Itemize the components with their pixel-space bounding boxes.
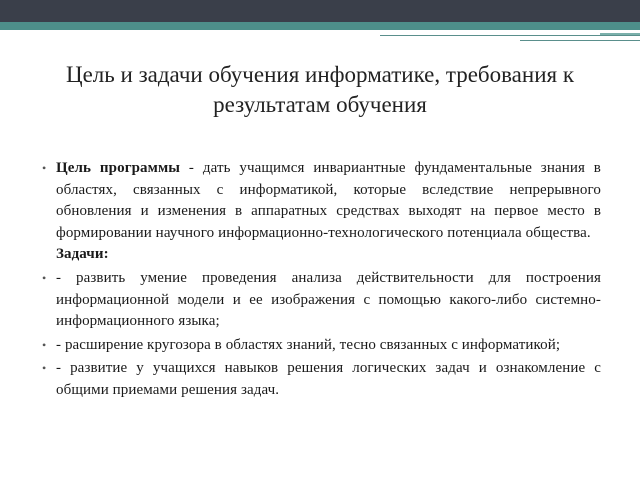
slide-title: Цель и задачи обучения информатике, требования к результатам обучения: [65, 62, 575, 117]
decorative-line: [600, 33, 640, 35]
task-bullet-2: [40, 335, 601, 357]
decorative-line: [380, 35, 640, 36]
bullet-icon: •: [42, 270, 47, 285]
goal-text: - дать учащимся инвариантные фундаментальные знания в областях, связанных с информатикой, которые вследствие непрерывного обновления и изменения в аппаратных средствах выходят на первое место в формировании научного информационно-технологического потенциала общества.: [56, 160, 601, 241]
bullet-icon: •: [42, 361, 47, 376]
decorative-line: [520, 40, 640, 41]
header-accent-strip: [0, 22, 640, 30]
header-band: [0, 0, 640, 22]
bullet-icon: •: [42, 337, 47, 352]
task-text-3: - развитие у учащихся навыков решения логических задач и ознакомление с общими приемами решения задач.: [56, 360, 601, 398]
tasks-label: Задачи:: [56, 246, 109, 263]
task-bullet-1: [40, 268, 601, 333]
task-text-2: - расширение кругозора в областях знаний, тесно связанных с информатикой;: [56, 336, 561, 353]
goal-paragraph: [56, 158, 601, 266]
bullet-icon: •: [42, 161, 47, 175]
goal-label: Цель программы: [56, 160, 181, 176]
task-text-1: - развить умение проведения анализа действительности для построения информационной модели и ее изображения с помощью какого-либо системно-информационного языка;: [56, 269, 601, 330]
goal-bullet: [40, 158, 601, 266]
task-bullet-3: [40, 358, 601, 401]
slide-body: [40, 158, 601, 404]
